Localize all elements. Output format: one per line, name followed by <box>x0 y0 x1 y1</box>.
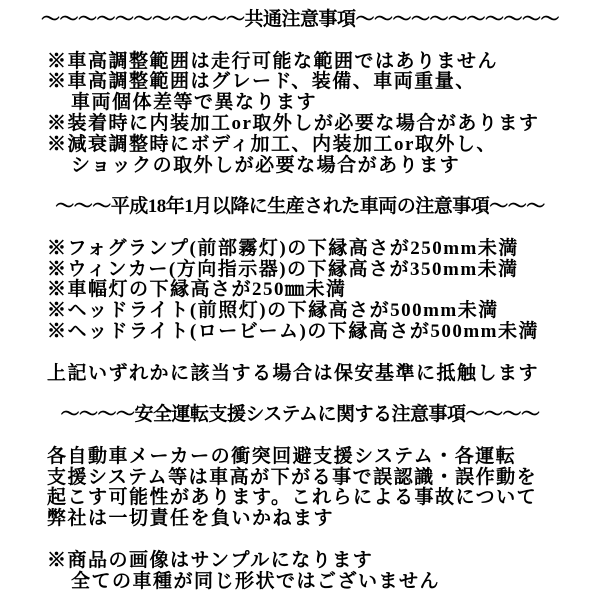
notice-line: ※車幅灯の下縁高さが250㎜未満 <box>47 279 347 301</box>
notice-line: ※ヘッドライト(ロービーム)の下縁高さが500mm未満 <box>47 320 539 342</box>
section-header: ～～～平成18年1月以降に生産された車両の注意事項～～～ <box>55 196 545 218</box>
blank-line <box>0 426 600 447</box>
section-header: ～～～～安全運転支援システムに関する注意事項～～～～ <box>60 404 540 426</box>
notice-line: ※フォグランプ(前部霧灯)の下縁高さが250mm未満 <box>47 237 519 259</box>
notice-line: 全ての車種が同じ形状ではございません <box>71 570 441 592</box>
blank-line <box>0 530 600 551</box>
notice-line: 各自動車メーカーの衝突回避支援システム・各運転 <box>47 445 517 467</box>
notice-line: 上記いずれかに該当する場合は保安基準に抵触します <box>47 362 540 384</box>
notice-line: ※ヘッドライト(前照灯)の下縁高さが500mm未満 <box>47 300 499 322</box>
blank-line <box>0 343 600 364</box>
notice-line: ※装着時に内装加工or取外しが必要な場合があります <box>47 112 540 134</box>
notice-line: ※車高調整範囲は走行可能な範囲ではありません <box>47 50 499 72</box>
blank-line <box>0 218 600 239</box>
notice-line: ※車高調整範囲はグレード、装備、車両重量、 <box>47 71 476 93</box>
blank-line <box>0 31 600 52</box>
blank-line <box>0 176 600 197</box>
notice-line: 支援システム等は車高が下がる事で誤認識・誤作動を <box>47 466 538 488</box>
notice-line: 弊社は一切責任を負いかねます <box>47 508 335 530</box>
notice-line: ※減衰調整時にボディ加工、内装加工or取外し、 <box>47 133 497 155</box>
notice-line: ※ウィンカー(方向指示器)の下縁高さが350mm未満 <box>47 258 519 280</box>
section-header: ～～～～～～～～～～～共通注意事項～～～～～～～～～～～ <box>40 9 559 30</box>
notice-line: ※商品の画像はサンプルになります <box>47 549 374 571</box>
notice-line: 起こす可能性があります。これらによる事故について <box>47 487 538 509</box>
blank-line <box>0 384 600 405</box>
notice-line: 車両個体差等で異なります <box>71 92 318 114</box>
notice-line: ショックの取外しが必要な場合があります <box>71 154 461 176</box>
